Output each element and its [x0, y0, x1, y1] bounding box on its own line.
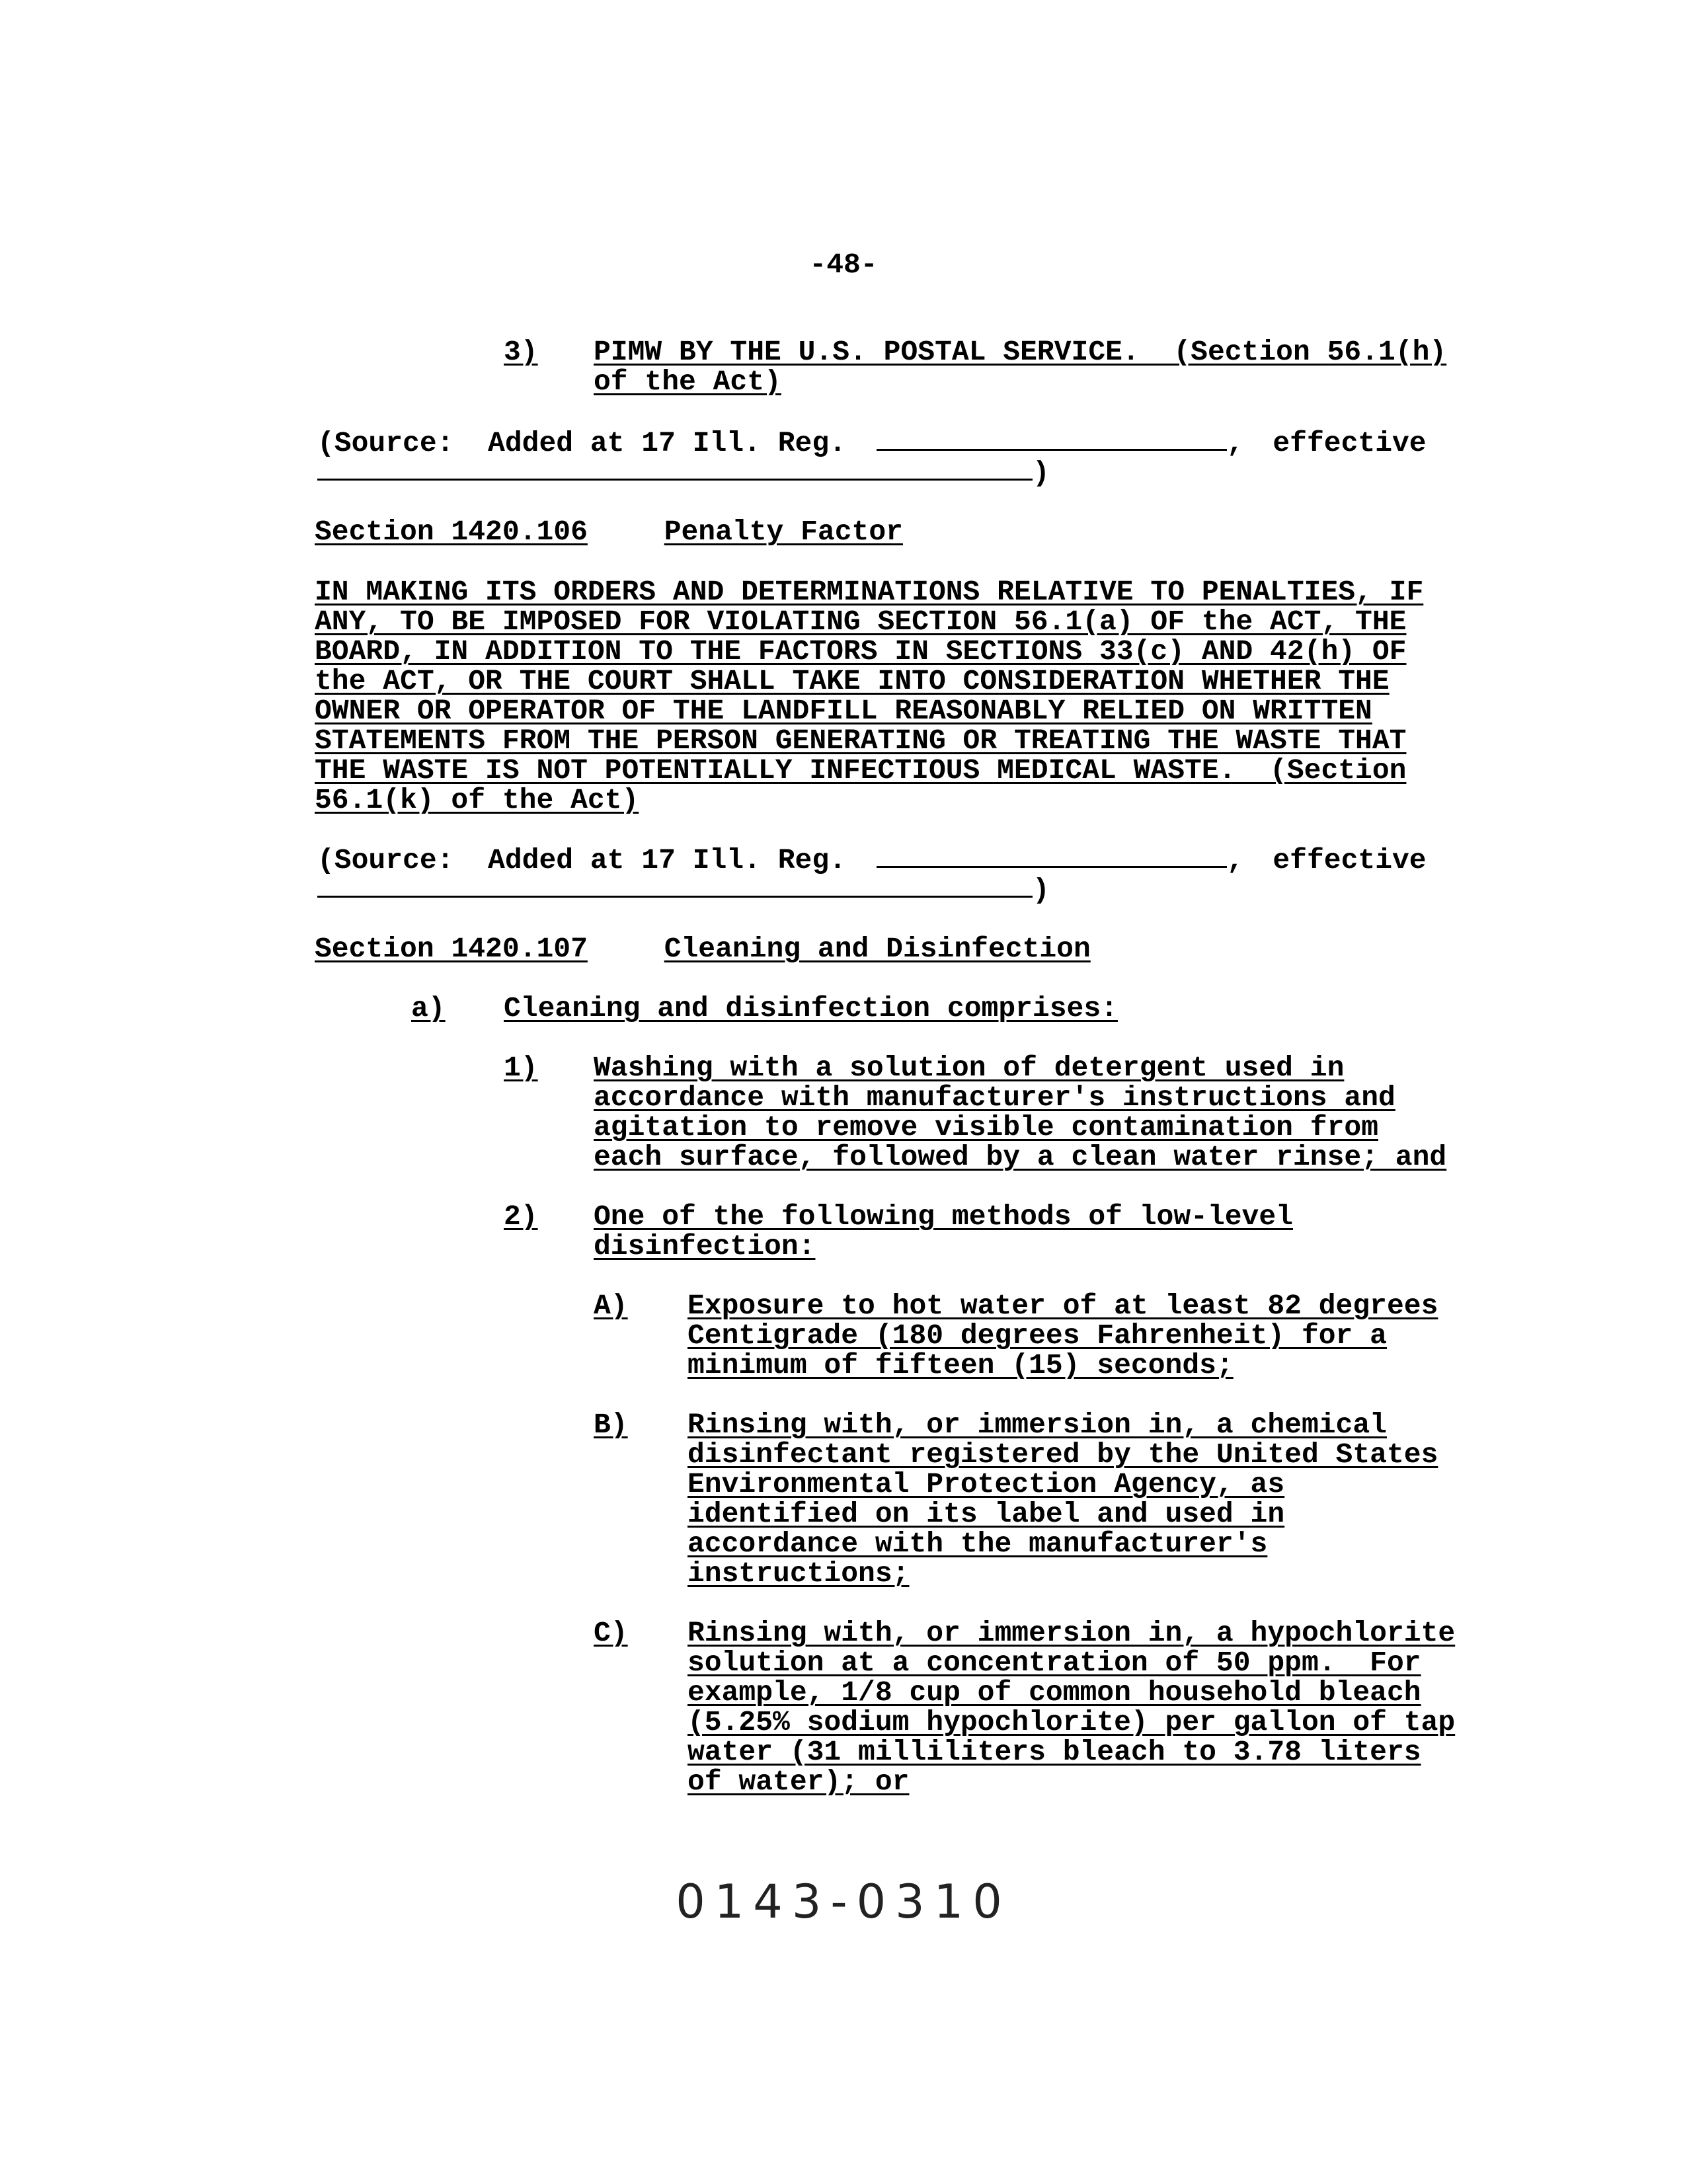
item-line: Washing with a solution of detergent used in — [594, 1052, 1345, 1084]
registry-blank — [877, 843, 1227, 868]
page-number: -48- — [809, 249, 878, 281]
section-title: Penalty Factor — [664, 516, 903, 548]
item-line: example, 1/8 cup of common household bleach — [687, 1676, 1421, 1709]
section-106-heading — [315, 517, 903, 547]
body-line: ANY, TO BE IMPOSED FOR VIOLATING SECTION 56.1(a) OF the ACT, THE — [315, 605, 1407, 638]
item-line: agitation to remove visible contamination from — [594, 1111, 1378, 1144]
item-line: instructions; — [687, 1557, 910, 1590]
source-comma: , — [1226, 844, 1244, 877]
item-B-text — [687, 1410, 1438, 1588]
section-106-body — [315, 577, 1423, 815]
effective-date-blank — [317, 873, 1033, 898]
item-line: Environmental Protection Agency, as — [687, 1468, 1285, 1501]
item-line: Exposure to hot water of at least 82 degrees — [687, 1290, 1438, 1322]
section-title: Cleaning and Disinfection — [664, 933, 1091, 965]
item-B-marker: B) — [594, 1409, 628, 1441]
body-line: the ACT, OR THE COURT SHALL TAKE INTO CONSIDERATION WHETHER THE — [315, 665, 1390, 697]
item-line: minimum of fifteen (15) seconds; — [687, 1349, 1234, 1382]
item-3-line: of the Act) — [594, 366, 781, 398]
effective-date-blank — [317, 456, 1033, 481]
source-note-2 — [317, 843, 1427, 875]
item-line: solution at a concentration of 50 ppm. For — [687, 1647, 1421, 1679]
registry-blank — [877, 426, 1227, 451]
item-line: accordance with manufacturer's instructions and — [594, 1081, 1395, 1114]
item-3-text — [594, 337, 1446, 397]
item-A-text — [687, 1291, 1438, 1380]
body-line: 56.1(k) of the Act) — [315, 784, 639, 816]
item-2-marker: 2) — [504, 1200, 538, 1233]
source-prefix: (Source: Added at 17 Ill. Reg. — [317, 844, 846, 877]
section-number: Section 1420.107 — [315, 933, 588, 965]
item-line: One of the following methods of low-level — [594, 1200, 1293, 1233]
source-note-1 — [317, 426, 1427, 458]
item-line: water (31 milliliters bleach to 3.78 liters — [687, 1736, 1421, 1768]
document-control-number: 0143-0310 — [676, 1875, 1011, 1929]
body-line: IN MAKING ITS ORDERS AND DETERMINATIONS RELATIVE TO PENALTIES, IF — [315, 576, 1424, 608]
body-line: OWNER OR OPERATOR OF THE LANDFILL REASONABLY RELIED ON WRITTEN — [315, 695, 1372, 727]
source-close: ) — [1033, 457, 1050, 489]
subsection-a-marker: a) — [411, 992, 446, 1025]
item-3-line: PIMW BY THE U.S. POSTAL SERVICE. (Section 56.1(h) — [594, 336, 1447, 368]
item-line: identified on its label and used in — [687, 1498, 1285, 1530]
item-line: Rinsing with, or immersion in, a chemical — [687, 1409, 1387, 1441]
item-2-text — [594, 1202, 1293, 1261]
item-line: of water); or — [687, 1766, 910, 1798]
source-note-2-line2 — [317, 873, 1050, 905]
item-C-marker: C) — [594, 1617, 628, 1649]
item-line: (5.25% sodium hypochlorite) per gallon of tap — [687, 1706, 1456, 1738]
source-effective: effective — [1273, 844, 1427, 877]
item-line: disinfectant registered by the United States — [687, 1438, 1438, 1471]
item-line: accordance with the manufacturer's — [687, 1528, 1268, 1560]
item-line: disinfection: — [594, 1230, 816, 1263]
source-note-1-line2 — [317, 456, 1050, 488]
source-close: ) — [1033, 874, 1050, 906]
body-line: BOARD, IN ADDITION TO THE FACTORS IN SECTIONS 33(c) AND 42(h) OF — [315, 635, 1407, 668]
body-line: STATEMENTS FROM THE PERSON GENERATING OR TREATING THE WASTE THAT — [315, 724, 1407, 757]
source-prefix: (Source: Added at 17 Ill. Reg. — [317, 427, 846, 459]
item-1-marker: 1) — [504, 1052, 538, 1084]
section-107-heading — [315, 934, 1091, 964]
section-number: Section 1420.106 — [315, 516, 588, 548]
item-line: Rinsing with, or immersion in, a hypochlorite — [687, 1617, 1456, 1649]
item-C-text — [687, 1618, 1455, 1797]
source-effective: effective — [1273, 427, 1427, 459]
item-line: Centigrade (180 degrees Fahrenheit) for a — [687, 1319, 1387, 1352]
body-line: THE WASTE IS NOT POTENTIALLY INFECTIOUS MEDICAL WASTE. (Section — [315, 754, 1407, 787]
subsection-a-text: Cleaning and disinfection comprises: — [504, 992, 1118, 1025]
item-1-text — [594, 1053, 1446, 1172]
item-A-marker: A) — [594, 1290, 628, 1322]
item-3-marker: 3) — [504, 336, 538, 368]
item-line: each surface, followed by a clean water rinse; and — [594, 1141, 1447, 1173]
source-comma: , — [1226, 427, 1244, 459]
